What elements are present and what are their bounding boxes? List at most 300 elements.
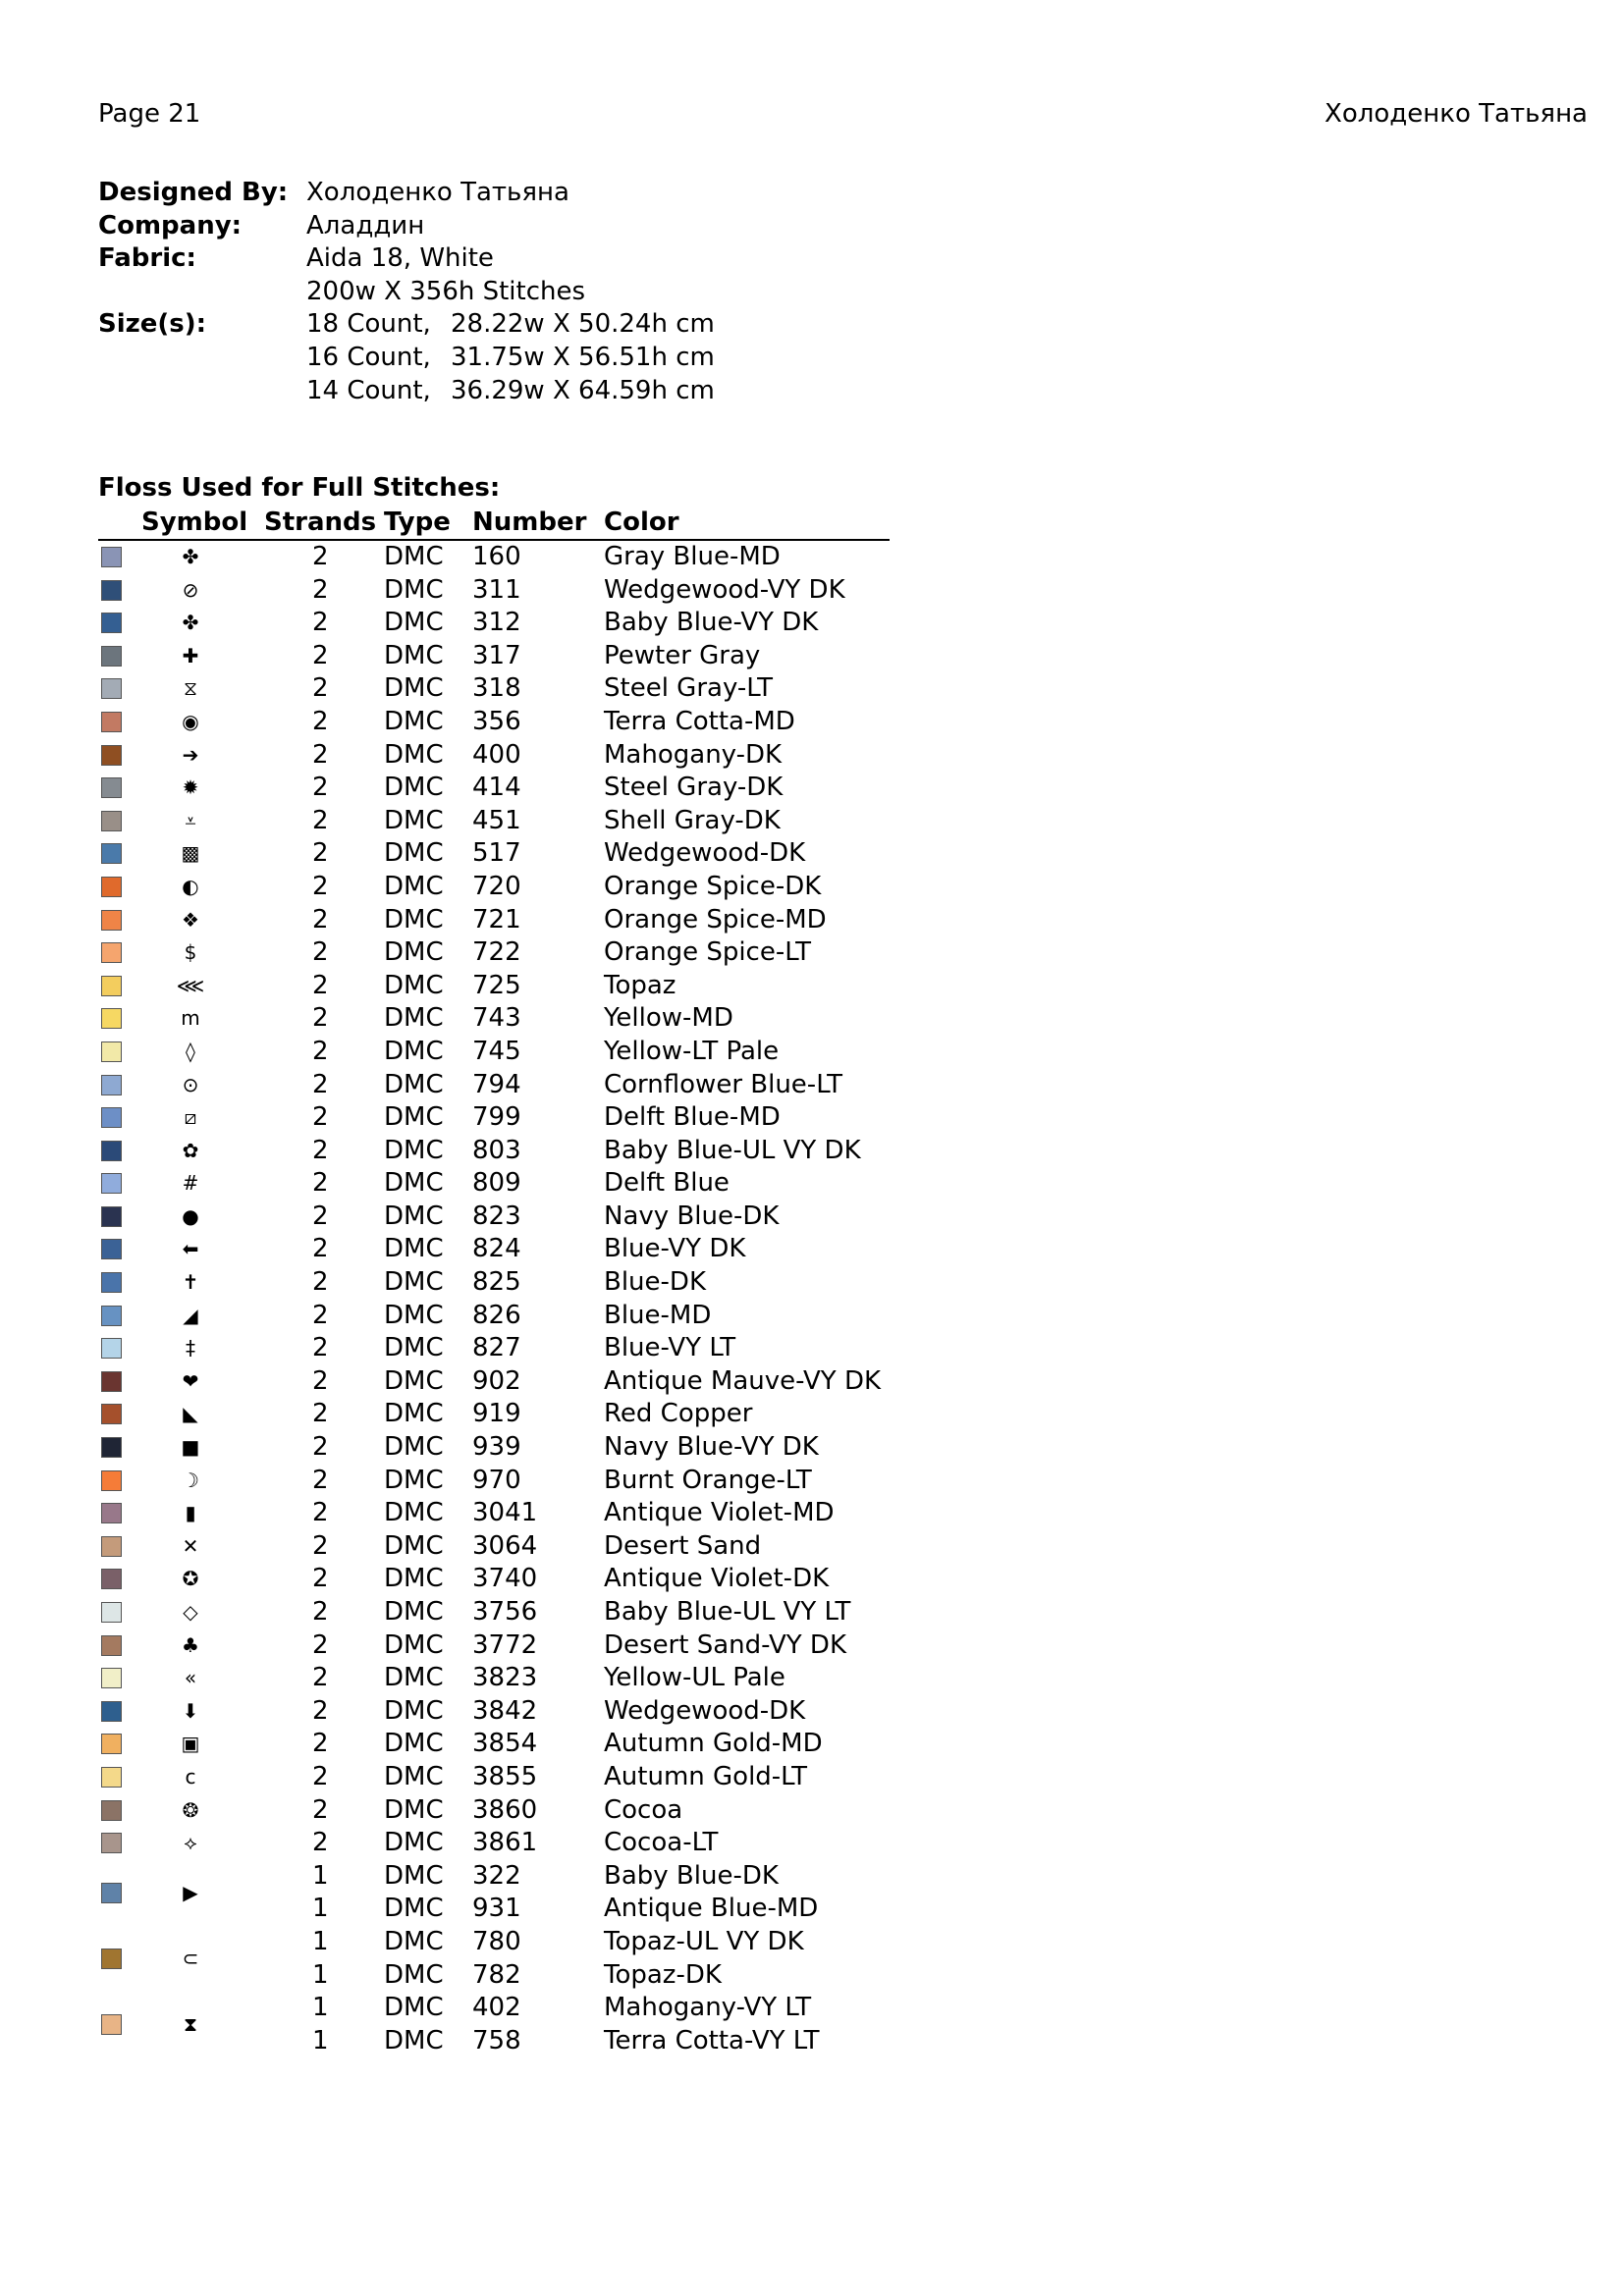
size-count: 16 Count,: [306, 342, 431, 372]
number-cell: 517: [472, 838, 521, 869]
floss-row: [98, 1365, 890, 1399]
floss-line: [98, 1398, 890, 1431]
strands-cell: 1: [312, 1894, 329, 1924]
number-cell: 939: [472, 1432, 521, 1463]
color-name-cell: Wedgewood-DK: [604, 1695, 806, 1726]
type-cell: DMC: [384, 1530, 444, 1561]
floss-row: [98, 904, 890, 937]
strands-cell: 2: [312, 1135, 329, 1165]
type-cell: DMC: [384, 1003, 444, 1034]
number-cell: 400: [472, 739, 521, 770]
stitch-symbol-icon: ▮: [185, 1501, 196, 1525]
color-name-cell: Terra Cotta-MD: [604, 706, 795, 736]
floss-line: [98, 574, 890, 608]
floss-line: [98, 1036, 890, 1069]
type-cell: DMC: [384, 1629, 444, 1660]
strands-cell: 2: [312, 1695, 329, 1726]
strands-cell: 1: [312, 1959, 329, 1990]
color-name-cell: Antique Mauve-VY DK: [604, 1365, 882, 1396]
type-cell: DMC: [384, 1300, 444, 1330]
floss-line: [98, 1465, 890, 1498]
type-cell: DMC: [384, 1069, 444, 1099]
type-cell: DMC: [384, 739, 444, 770]
floss-line: [98, 1431, 890, 1465]
strands-cell: 1: [312, 2025, 329, 2056]
number-cell: 3855: [472, 1761, 538, 1791]
floss-line: [98, 1201, 890, 1234]
floss-row: [98, 1233, 890, 1266]
color-name-cell: Blue-DK: [604, 1267, 706, 1298]
floss-line: [98, 1794, 890, 1828]
floss-line: [98, 1695, 890, 1729]
type-cell: DMC: [384, 1465, 444, 1495]
floss-row: [98, 1431, 890, 1465]
floss-line: [98, 1827, 890, 1860]
floss-table-header: [98, 506, 890, 541]
color-name-cell: Topaz-DK: [604, 1959, 722, 1990]
floss-row: [98, 1201, 890, 1234]
floss-row: [98, 1465, 890, 1498]
type-cell: DMC: [384, 1399, 444, 1429]
floss-line: [98, 1992, 890, 2025]
number-cell: 794: [472, 1069, 521, 1099]
color-name-cell: Desert Sand: [604, 1530, 762, 1561]
stitch-symbol-icon: ▩: [181, 841, 200, 866]
color-name-cell: Topaz: [604, 970, 676, 1000]
color-name-cell: Delft Blue-MD: [604, 1102, 781, 1133]
floss-row: [98, 640, 890, 673]
type-cell: DMC: [384, 1365, 444, 1396]
stitch-symbol-icon: ◇: [183, 1600, 198, 1624]
stitch-symbol-icon: ▶: [183, 1880, 198, 1904]
floss-line: [98, 1332, 890, 1365]
strands-cell: 2: [312, 1399, 329, 1429]
floss-line: [98, 706, 890, 739]
type-cell: DMC: [384, 1828, 444, 1858]
floss-line: [98, 1167, 890, 1201]
strands-cell: 2: [312, 640, 329, 670]
size-dims: 28.22w X 50.24h cm: [451, 309, 715, 340]
stitch-symbol-icon: ●: [182, 1203, 199, 1228]
floss-row: [98, 1563, 890, 1596]
floss-row: [98, 1992, 890, 2057]
color-name-cell: Terra Cotta-VY LT: [604, 2025, 820, 2056]
floss-row: [98, 1662, 890, 1695]
stitch-symbol-icon: ⧖: [183, 676, 198, 701]
floss-table: [98, 506, 890, 2057]
floss-row: [98, 1926, 890, 1992]
floss-line: [98, 936, 890, 970]
number-cell: 3854: [472, 1729, 538, 1759]
number-cell: 402: [472, 1993, 521, 2023]
type-cell: DMC: [384, 1333, 444, 1363]
number-cell: 799: [472, 1102, 521, 1133]
floss-line: [98, 837, 890, 871]
stitch-symbol-icon: ♣: [182, 1632, 199, 1657]
stitch-symbol-icon: ⊘: [182, 577, 199, 602]
color-name-cell: Desert Sand-VY DK: [604, 1629, 846, 1660]
type-cell: DMC: [384, 838, 444, 869]
floss-line: [98, 1893, 890, 1926]
type-cell: DMC: [384, 608, 444, 638]
header-type: Type: [384, 507, 451, 537]
floss-rows: [98, 541, 890, 2057]
stitch-symbol-icon: ❤: [182, 1368, 199, 1393]
strands-cell: 2: [312, 542, 329, 571]
strands-cell: 2: [312, 838, 329, 869]
stitch-symbol-icon: m: [181, 1006, 200, 1031]
number-cell: 451: [472, 805, 521, 835]
number-cell: 902: [472, 1365, 521, 1396]
floss-row: [98, 772, 890, 805]
type-cell: DMC: [384, 1663, 444, 1693]
color-name-cell: Wedgewood-VY DK: [604, 574, 845, 605]
type-cell: DMC: [384, 773, 444, 803]
number-cell: 3860: [472, 1794, 538, 1825]
type-cell: DMC: [384, 542, 444, 571]
color-name-cell: Navy Blue-DK: [604, 1201, 780, 1231]
floss-line: [98, 1761, 890, 1794]
floss-line: [98, 1069, 890, 1102]
strands-cell: 2: [312, 1102, 329, 1133]
color-name-cell: Yellow-LT Pale: [604, 1036, 780, 1066]
designed-by-value: Холоденко Татьяна: [306, 178, 569, 207]
strands-cell: 2: [312, 1333, 329, 1363]
floss-row: [98, 1629, 890, 1663]
type-cell: DMC: [384, 1201, 444, 1231]
color-name-cell: Delft Blue: [604, 1168, 730, 1199]
strands-cell: 2: [312, 1365, 329, 1396]
type-cell: DMC: [384, 1860, 444, 1891]
floss-line: [98, 772, 890, 805]
color-name-cell: Yellow-MD: [604, 1003, 733, 1034]
stitch-symbol-icon: ✝: [182, 1270, 199, 1295]
stitch-symbol-icon: ✤: [182, 611, 199, 635]
color-name-cell: Orange Spice-MD: [604, 904, 827, 934]
type-cell: DMC: [384, 1432, 444, 1463]
color-name-cell: Baby Blue-DK: [604, 1860, 779, 1891]
strands-cell: 1: [312, 1993, 329, 2023]
strands-cell: 2: [312, 871, 329, 901]
page-header: [98, 99, 1588, 133]
stitch-symbol-icon: ◉: [182, 709, 199, 733]
floss-line: [98, 1728, 890, 1761]
color-name-cell: Shell Gray-DK: [604, 805, 781, 835]
color-name-cell: Steel Gray-DK: [604, 773, 784, 803]
floss-row: [98, 805, 890, 838]
floss-line: [98, 1563, 890, 1596]
number-cell: 721: [472, 904, 521, 934]
fabric-value: Aida 18, White: [306, 243, 494, 274]
company-label: Company:: [98, 210, 243, 240]
floss-row: [98, 1728, 890, 1761]
number-cell: 824: [472, 1234, 521, 1264]
type-cell: DMC: [384, 1959, 444, 1990]
color-name-cell: Steel Gray-LT: [604, 673, 774, 704]
color-name-cell: Orange Spice-LT: [604, 937, 812, 968]
stitch-symbol-icon: ⬇: [182, 1698, 199, 1723]
floss-line: [98, 640, 890, 673]
floss-line: [98, 1662, 890, 1695]
floss-line: [98, 1926, 890, 1959]
strands-cell: 1: [312, 1860, 329, 1891]
floss-line: [98, 1365, 890, 1399]
strands-cell: 2: [312, 1036, 329, 1066]
color-name-cell: Burnt Orange-LT: [604, 1465, 812, 1495]
number-cell: 160: [472, 542, 521, 571]
type-cell: DMC: [384, 706, 444, 736]
stitches-value: 200w X 356h Stitches: [306, 276, 586, 306]
stitch-symbol-icon: ➔: [182, 742, 199, 767]
number-cell: 3842: [472, 1695, 538, 1726]
number-cell: 3064: [472, 1530, 538, 1561]
type-cell: DMC: [384, 1036, 444, 1066]
floss-row: [98, 1167, 890, 1201]
floss-row: [98, 1266, 890, 1300]
color-name-cell: Cocoa-LT: [604, 1828, 719, 1858]
floss-row: [98, 574, 890, 608]
number-cell: 3740: [472, 1564, 538, 1594]
stitch-symbol-icon: ✿: [182, 1138, 199, 1162]
floss-row: [98, 1036, 890, 1069]
strands-cell: 2: [312, 1432, 329, 1463]
floss-row: [98, 1332, 890, 1365]
strands-cell: 2: [312, 1597, 329, 1627]
type-cell: DMC: [384, 1564, 444, 1594]
type-cell: DMC: [384, 1729, 444, 1759]
sizes-label: Size(s):: [98, 309, 207, 340]
color-name-cell: Gray Blue-MD: [604, 542, 781, 571]
number-cell: 826: [472, 1300, 521, 1330]
stitch-symbol-icon: ✤: [182, 545, 199, 568]
type-cell: DMC: [384, 1597, 444, 1627]
strands-cell: 2: [312, 1794, 329, 1825]
stitch-symbol-icon: ⊂: [182, 1946, 199, 1970]
color-name-cell: Baby Blue-UL VY DK: [604, 1135, 861, 1165]
type-cell: DMC: [384, 871, 444, 901]
number-cell: 318: [472, 673, 521, 704]
number-cell: 743: [472, 1003, 521, 1034]
strands-cell: 2: [312, 739, 329, 770]
type-cell: DMC: [384, 1498, 444, 1528]
type-cell: DMC: [384, 1168, 444, 1199]
color-name-cell: Blue-MD: [604, 1300, 712, 1330]
stitch-symbol-icon: ✚: [182, 643, 199, 667]
floss-line: [98, 1135, 890, 1168]
color-name-cell: Autumn Gold-MD: [604, 1729, 823, 1759]
floss-row: [98, 706, 890, 739]
color-name-cell: Navy Blue-VY DK: [604, 1432, 819, 1463]
floss-row: [98, 871, 890, 904]
floss-row: [98, 1135, 890, 1168]
type-cell: DMC: [384, 970, 444, 1000]
floss-row: [98, 1069, 890, 1102]
stitch-symbol-icon: ⊙: [182, 1072, 199, 1096]
color-name-cell: Antique Violet-MD: [604, 1498, 835, 1528]
strands-cell: 2: [312, 1267, 329, 1298]
number-cell: 356: [472, 706, 521, 736]
strands-cell: 2: [312, 1629, 329, 1660]
type-cell: DMC: [384, 937, 444, 968]
number-cell: 745: [472, 1036, 521, 1066]
color-name-cell: Pewter Gray: [604, 640, 761, 670]
strands-cell: 2: [312, 970, 329, 1000]
strands-cell: 2: [312, 904, 329, 934]
type-cell: DMC: [384, 1135, 444, 1165]
stitch-symbol-icon: ✪: [182, 1567, 199, 1591]
floss-row: [98, 1497, 890, 1530]
size-count: 14 Count,: [306, 375, 431, 405]
strands-cell: 2: [312, 608, 329, 638]
type-cell: DMC: [384, 673, 444, 704]
floss-line: [98, 739, 890, 773]
color-name-cell: Wedgewood-DK: [604, 838, 806, 869]
number-cell: 725: [472, 970, 521, 1000]
stitch-symbol-icon: «: [184, 1666, 197, 1690]
floss-row: [98, 1398, 890, 1431]
number-cell: 780: [472, 1926, 521, 1956]
type-cell: DMC: [384, 1894, 444, 1924]
type-cell: DMC: [384, 1993, 444, 2023]
type-cell: DMC: [384, 904, 444, 934]
type-cell: DMC: [384, 2025, 444, 2056]
number-cell: 312: [472, 608, 521, 638]
color-name-cell: Baby Blue-UL VY LT: [604, 1597, 851, 1627]
number-cell: 823: [472, 1201, 521, 1231]
color-name-cell: Topaz-UL VY DK: [604, 1926, 804, 1956]
floss-line: [98, 805, 890, 838]
stitch-symbol-icon: ✹: [182, 775, 199, 800]
stitch-symbol-icon: ■: [181, 1435, 200, 1460]
strands-cell: 2: [312, 805, 329, 835]
number-cell: 758: [472, 2025, 521, 2056]
designed-by-label: Designed By:: [98, 178, 289, 207]
company-value: Аладдин: [306, 210, 425, 240]
floss-line: [98, 871, 890, 904]
floss-line: [98, 1497, 890, 1530]
color-name-cell: Red Copper: [604, 1399, 753, 1429]
strands-cell: 2: [312, 574, 329, 605]
stitch-symbol-icon: ☽: [182, 1468, 199, 1492]
number-cell: 931: [472, 1894, 521, 1924]
stitch-symbol-icon: ‡: [186, 1336, 195, 1361]
color-name-cell: Yellow-UL Pale: [604, 1663, 785, 1693]
color-name-cell: Antique Blue-MD: [604, 1894, 819, 1924]
floss-line: [98, 1596, 890, 1629]
type-cell: DMC: [384, 1926, 444, 1956]
floss-row: [98, 541, 890, 574]
header-strands: Strands: [264, 507, 377, 537]
type-cell: DMC: [384, 1234, 444, 1264]
strands-cell: 2: [312, 1003, 329, 1034]
number-cell: 414: [472, 773, 521, 803]
floss-row: [98, 837, 890, 871]
number-cell: 720: [472, 871, 521, 901]
type-cell: DMC: [384, 1794, 444, 1825]
color-name-cell: Orange Spice-DK: [604, 871, 822, 901]
floss-title: Floss Used for Full Stitches:: [98, 473, 501, 503]
stitch-symbol-icon: ◐: [182, 874, 199, 898]
strands-cell: 2: [312, 1465, 329, 1495]
floss-row: [98, 1695, 890, 1729]
strands-cell: 2: [312, 773, 329, 803]
stitch-symbol-icon: ◢: [183, 1303, 198, 1327]
number-cell: 3756: [472, 1597, 538, 1627]
type-cell: DMC: [384, 574, 444, 605]
strands-cell: 1: [312, 1926, 329, 1956]
color-name-cell: Blue-VY LT: [604, 1333, 736, 1363]
floss-row: [98, 936, 890, 970]
strands-cell: 2: [312, 1168, 329, 1199]
floss-line: [98, 1959, 890, 1993]
color-name-cell: Autumn Gold-LT: [604, 1761, 807, 1791]
number-cell: 782: [472, 1959, 521, 1990]
floss-line: [98, 970, 890, 1003]
number-cell: 722: [472, 937, 521, 968]
floss-line: [98, 1002, 890, 1036]
stitch-symbol-icon: ❖: [182, 907, 199, 932]
number-cell: 970: [472, 1465, 521, 1495]
floss-row: [98, 607, 890, 640]
type-cell: DMC: [384, 1267, 444, 1298]
floss-row: [98, 1827, 890, 1860]
floss-row: [98, 1002, 890, 1036]
floss-row: [98, 1596, 890, 1629]
strands-cell: 2: [312, 1201, 329, 1231]
stitch-symbol-icon: ❂: [182, 1797, 199, 1822]
floss-line: [98, 2025, 890, 2058]
strands-cell: 2: [312, 1828, 329, 1858]
floss-row: [98, 1300, 890, 1333]
strands-cell: 2: [312, 1761, 329, 1791]
stitch-symbol-icon: ⋘: [176, 973, 205, 997]
color-name-cell: Baby Blue-VY DK: [604, 608, 819, 638]
floss-row: [98, 1860, 890, 1926]
floss-line: [98, 1101, 890, 1135]
strands-cell: 2: [312, 1564, 329, 1594]
page-number: Page 21: [98, 99, 201, 129]
number-cell: 3861: [472, 1828, 538, 1858]
stitch-symbol-icon: ◊: [186, 1039, 195, 1063]
strands-cell: 2: [312, 1234, 329, 1264]
color-name-cell: Blue-VY DK: [604, 1234, 746, 1264]
color-name-cell: Cocoa: [604, 1794, 683, 1825]
strands-cell: 2: [312, 1300, 329, 1330]
stitch-symbol-icon: ⩡: [185, 808, 196, 832]
stitch-symbol-icon: ⬅: [182, 1237, 199, 1261]
number-cell: 3041: [472, 1498, 538, 1528]
stitch-symbol-icon: $: [184, 940, 197, 965]
strands-cell: 2: [312, 1729, 329, 1759]
floss-line: [98, 904, 890, 937]
strands-cell: 2: [312, 706, 329, 736]
floss-row: [98, 970, 890, 1003]
stitch-symbol-icon: ▣: [181, 1732, 200, 1756]
floss-row: [98, 672, 890, 706]
stitch-symbol-icon: ⟡: [184, 1831, 197, 1855]
floss-line: [98, 1300, 890, 1333]
number-cell: 809: [472, 1168, 521, 1199]
number-cell: 3823: [472, 1663, 538, 1693]
strands-cell: 2: [312, 1663, 329, 1693]
stitch-symbol-icon: ✕: [182, 1533, 199, 1558]
floss-row: [98, 1101, 890, 1135]
floss-line: [98, 672, 890, 706]
strands-cell: 2: [312, 1530, 329, 1561]
size-dims: 31.75w X 56.51h cm: [451, 342, 715, 372]
stitch-symbol-icon: #: [182, 1171, 199, 1196]
number-cell: 827: [472, 1333, 521, 1363]
